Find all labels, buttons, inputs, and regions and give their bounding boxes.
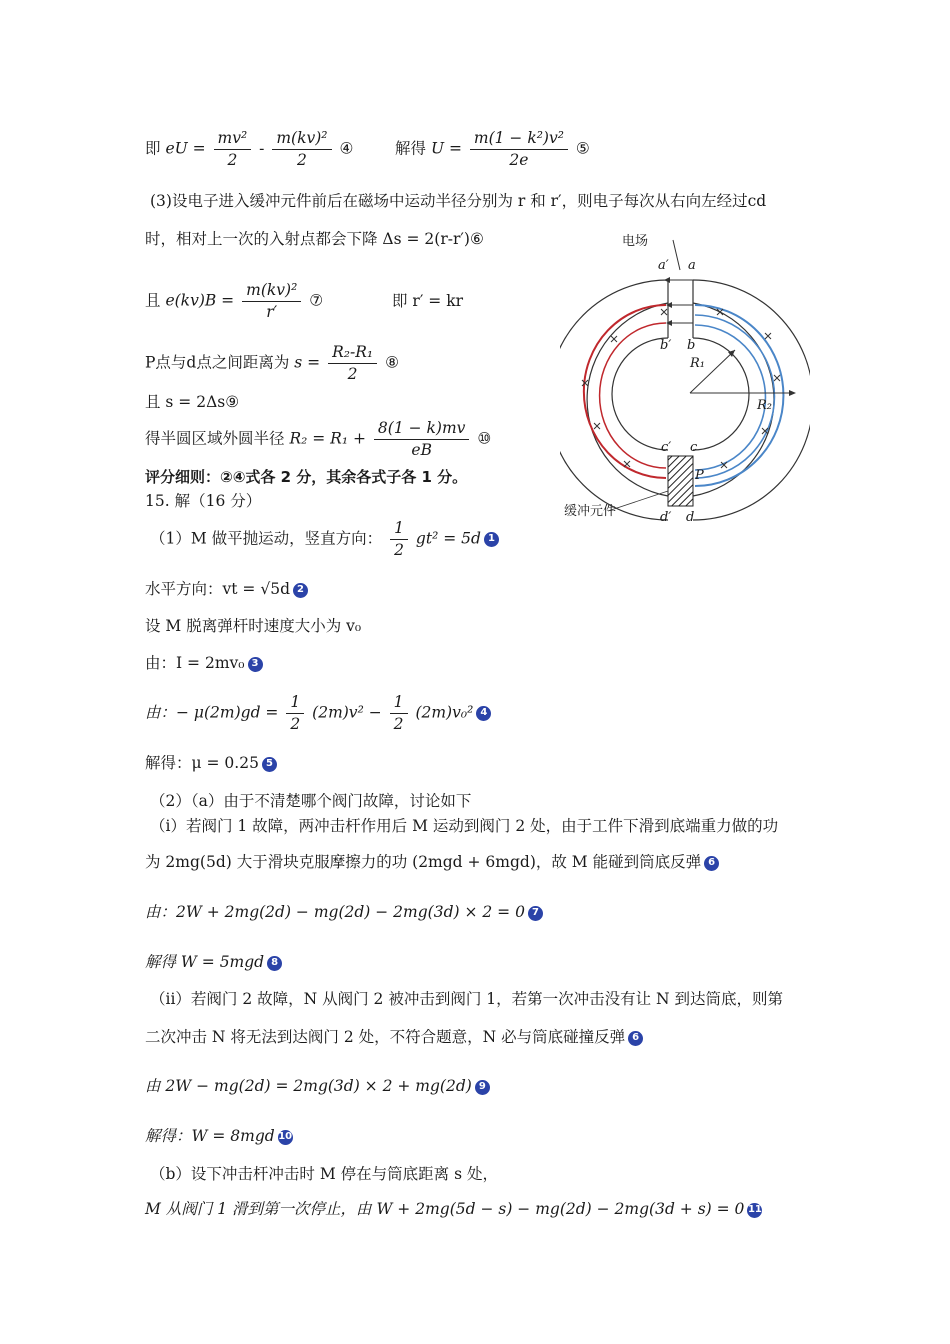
label-a-prime: a′ [658, 258, 669, 273]
eq-tag: ⑧ [385, 353, 399, 372]
eq-line-14: 由：− μ(2m)gd = $\frac{1}{2}$ (2m)v² − $\frac{1}{2}$ (2m)v₀² 4 [145, 692, 491, 735]
text-line-3: 时，相对上一次的入射点都会下降 Δs = 2(r-r′)⑥ [145, 230, 484, 248]
eq-line-7: 得半圆区域外圆半径 R₂ = R₁ + $\frac{8(1 - k)mv}{eB}$ ⑩ [145, 419, 492, 459]
eq-tag: ⑨ [225, 393, 240, 411]
eq-line-10: （1）M 做平抛运动，竖直方向： $\frac{1}{2}$ gt² = 5d 1 [150, 518, 499, 561]
eq-tag-badge: 9 [475, 1080, 490, 1095]
label-a: a [688, 258, 696, 273]
label-P: P [695, 468, 704, 483]
eq-tag-badge: 6 [628, 1031, 643, 1046]
ring-diagram-svg [560, 228, 810, 528]
eq-tag-badge: 8 [267, 956, 282, 971]
eq-line-1b: 解得 U = $\frac{\text{m(1 − k²)v²}}{2e}$ ⑤ [395, 129, 590, 169]
problem-15-heading: 15. 解（16 分） [145, 492, 262, 510]
blue-trajectory [695, 305, 783, 486]
fraction: $\frac{\text{m(kv)²}}{r'}$ [242, 280, 301, 323]
text-line-2: (3)设电子进入缓冲元件前后在磁场中运动半径分别为 r 和 r′，则电子每次从右向左经过cd [150, 192, 767, 210]
fraction: $\frac{1}{2}$ [390, 692, 408, 735]
label-buffer: 缓冲元件 [564, 504, 617, 519]
ring-diagram [560, 228, 810, 528]
eq-tag-badge: 3 [248, 657, 263, 672]
scoring-note: 评分细则：②④式各 2 分，其余各式子各 1 分。 [145, 468, 468, 486]
eq-line-4: 且 e(kv)B = $\frac{\text{m(kv)²}}{r'}$ ⑦ [145, 281, 324, 321]
label-d-prime: d′ [660, 510, 672, 525]
label-b-prime: b′ [660, 338, 672, 353]
eq-tag-badge: 2 [293, 583, 308, 598]
eq-line-1: 即 eU = $\frac{\text{mv²}}{2}$ - $\frac{\text{m(kv)²}}{2}$ ④ [145, 129, 354, 169]
outer-ring-left [560, 280, 668, 520]
eq-tag: ④ [339, 139, 354, 158]
eq-tag-badge: 11 [747, 1203, 762, 1218]
eq-line-19: 由：2W + 2mg(2d) − mg(2d) − 2mg(3d) × 2 = 0 7 [145, 903, 543, 922]
inner-ring-right [693, 338, 749, 450]
eq-tag: ⑥ [469, 230, 484, 248]
eq-line-15: 解得：μ = 0.25 5 [145, 754, 277, 773]
eq-line-11: 水平方向：vt = √5d 2 [145, 580, 308, 599]
fraction: $\frac{8(1 - k)mv}{eB}$ [374, 418, 470, 461]
label-R2: R₂ [757, 398, 772, 413]
eq-tag-badge: 4 [476, 706, 491, 721]
text-line-21: （ii）若阀门 2 故障，N 从阀门 2 被冲击到阀门 1，若第一次冲击没有让 N 到达筒底，则第 [150, 990, 784, 1008]
eq-tag-badge: 5 [262, 757, 277, 772]
fraction: $\frac{\text{R₂-R₁}}{2}$ [328, 342, 377, 385]
buffer-element [668, 456, 693, 506]
text-line-12: 设 M 脱离弹杆时速度大小为 v₀ [145, 617, 362, 635]
text-line-16: （2）（a）由于不清楚哪个阀门故障，讨论如下 [150, 792, 472, 810]
fraction: $\frac{1}{2}$ [286, 692, 304, 735]
eq-lhs: eU = [165, 139, 206, 158]
eq-tag-badge: 7 [528, 906, 543, 921]
text-line-18: 为 2mg(5d) 大于滑块克服摩擦力的功 (2mgd + 6mgd)，故 M 能碰到筒底反弹 6 [145, 853, 719, 872]
label-b: b [687, 338, 696, 353]
eq-line-20: 解得 W = 5mgd 8 [145, 953, 282, 972]
eq-line-13: 由：I = 2mv₀ 3 [145, 654, 263, 673]
eq-line-6: 且 s = 2Δs⑨ [145, 393, 240, 411]
text-prefix: 即 [145, 139, 161, 158]
eq-tag-badge: 10 [278, 1130, 293, 1145]
fraction: $\frac{1}{2}$ [390, 518, 408, 561]
eq-line-5: P点与d点之间距离为 s = $\frac{\text{R₂-R₁}}{2}$ ⑧ [145, 343, 399, 383]
label-field: 电场 [622, 234, 649, 249]
text-line-25: （b）设下冲击杆冲击时 M 停在与筒底距离 s 处， [150, 1165, 498, 1183]
eq-tag-badge: 6 [704, 856, 719, 871]
text-line-17: （i）若阀门 1 故障，两冲击杆作用后 M 运动到阀门 2 处，由于工件下滑到底端重力做的功 [150, 817, 779, 835]
label-d: d [686, 510, 695, 525]
eq-tag: ⑤ [575, 139, 590, 158]
eq-line-23: 由 2W − mg(2d) = 2mg(3d) × 2 + mg(2d) 9 [145, 1077, 490, 1096]
fraction: $\frac{\text{m(kv)²}}{2}$ [272, 128, 331, 171]
eq-tag-badge: 1 [484, 532, 499, 547]
text-line-22: 二次冲击 N 将无法到达阀门 2 处，不符合题意，N 必与筒底碰撞反弹 6 [145, 1028, 643, 1047]
label-R1: R₁ [690, 356, 705, 371]
eq-tag: ⑩ [477, 429, 492, 448]
fraction: $\frac{\text{m(1 − k²)v²}}{2e}$ [470, 128, 568, 171]
label-c-prime: c′ [661, 440, 672, 455]
eq-line-26: M 从阀门 1 滑到第一次停止，由 W + 2mg(5d − s) − mg(2d) − 2mg(3d + s) = 0 11 [145, 1200, 762, 1218]
eq-tag: ⑦ [309, 291, 324, 310]
inner-ring-left [612, 338, 668, 450]
eq-line-4b: 即 r′ = kr [392, 292, 463, 310]
eq-line-24: 解得：W = 8mgd 10 [145, 1127, 293, 1145]
label-c: c [690, 440, 698, 455]
fraction: $\frac{\text{mv²}}{2}$ [214, 128, 252, 171]
